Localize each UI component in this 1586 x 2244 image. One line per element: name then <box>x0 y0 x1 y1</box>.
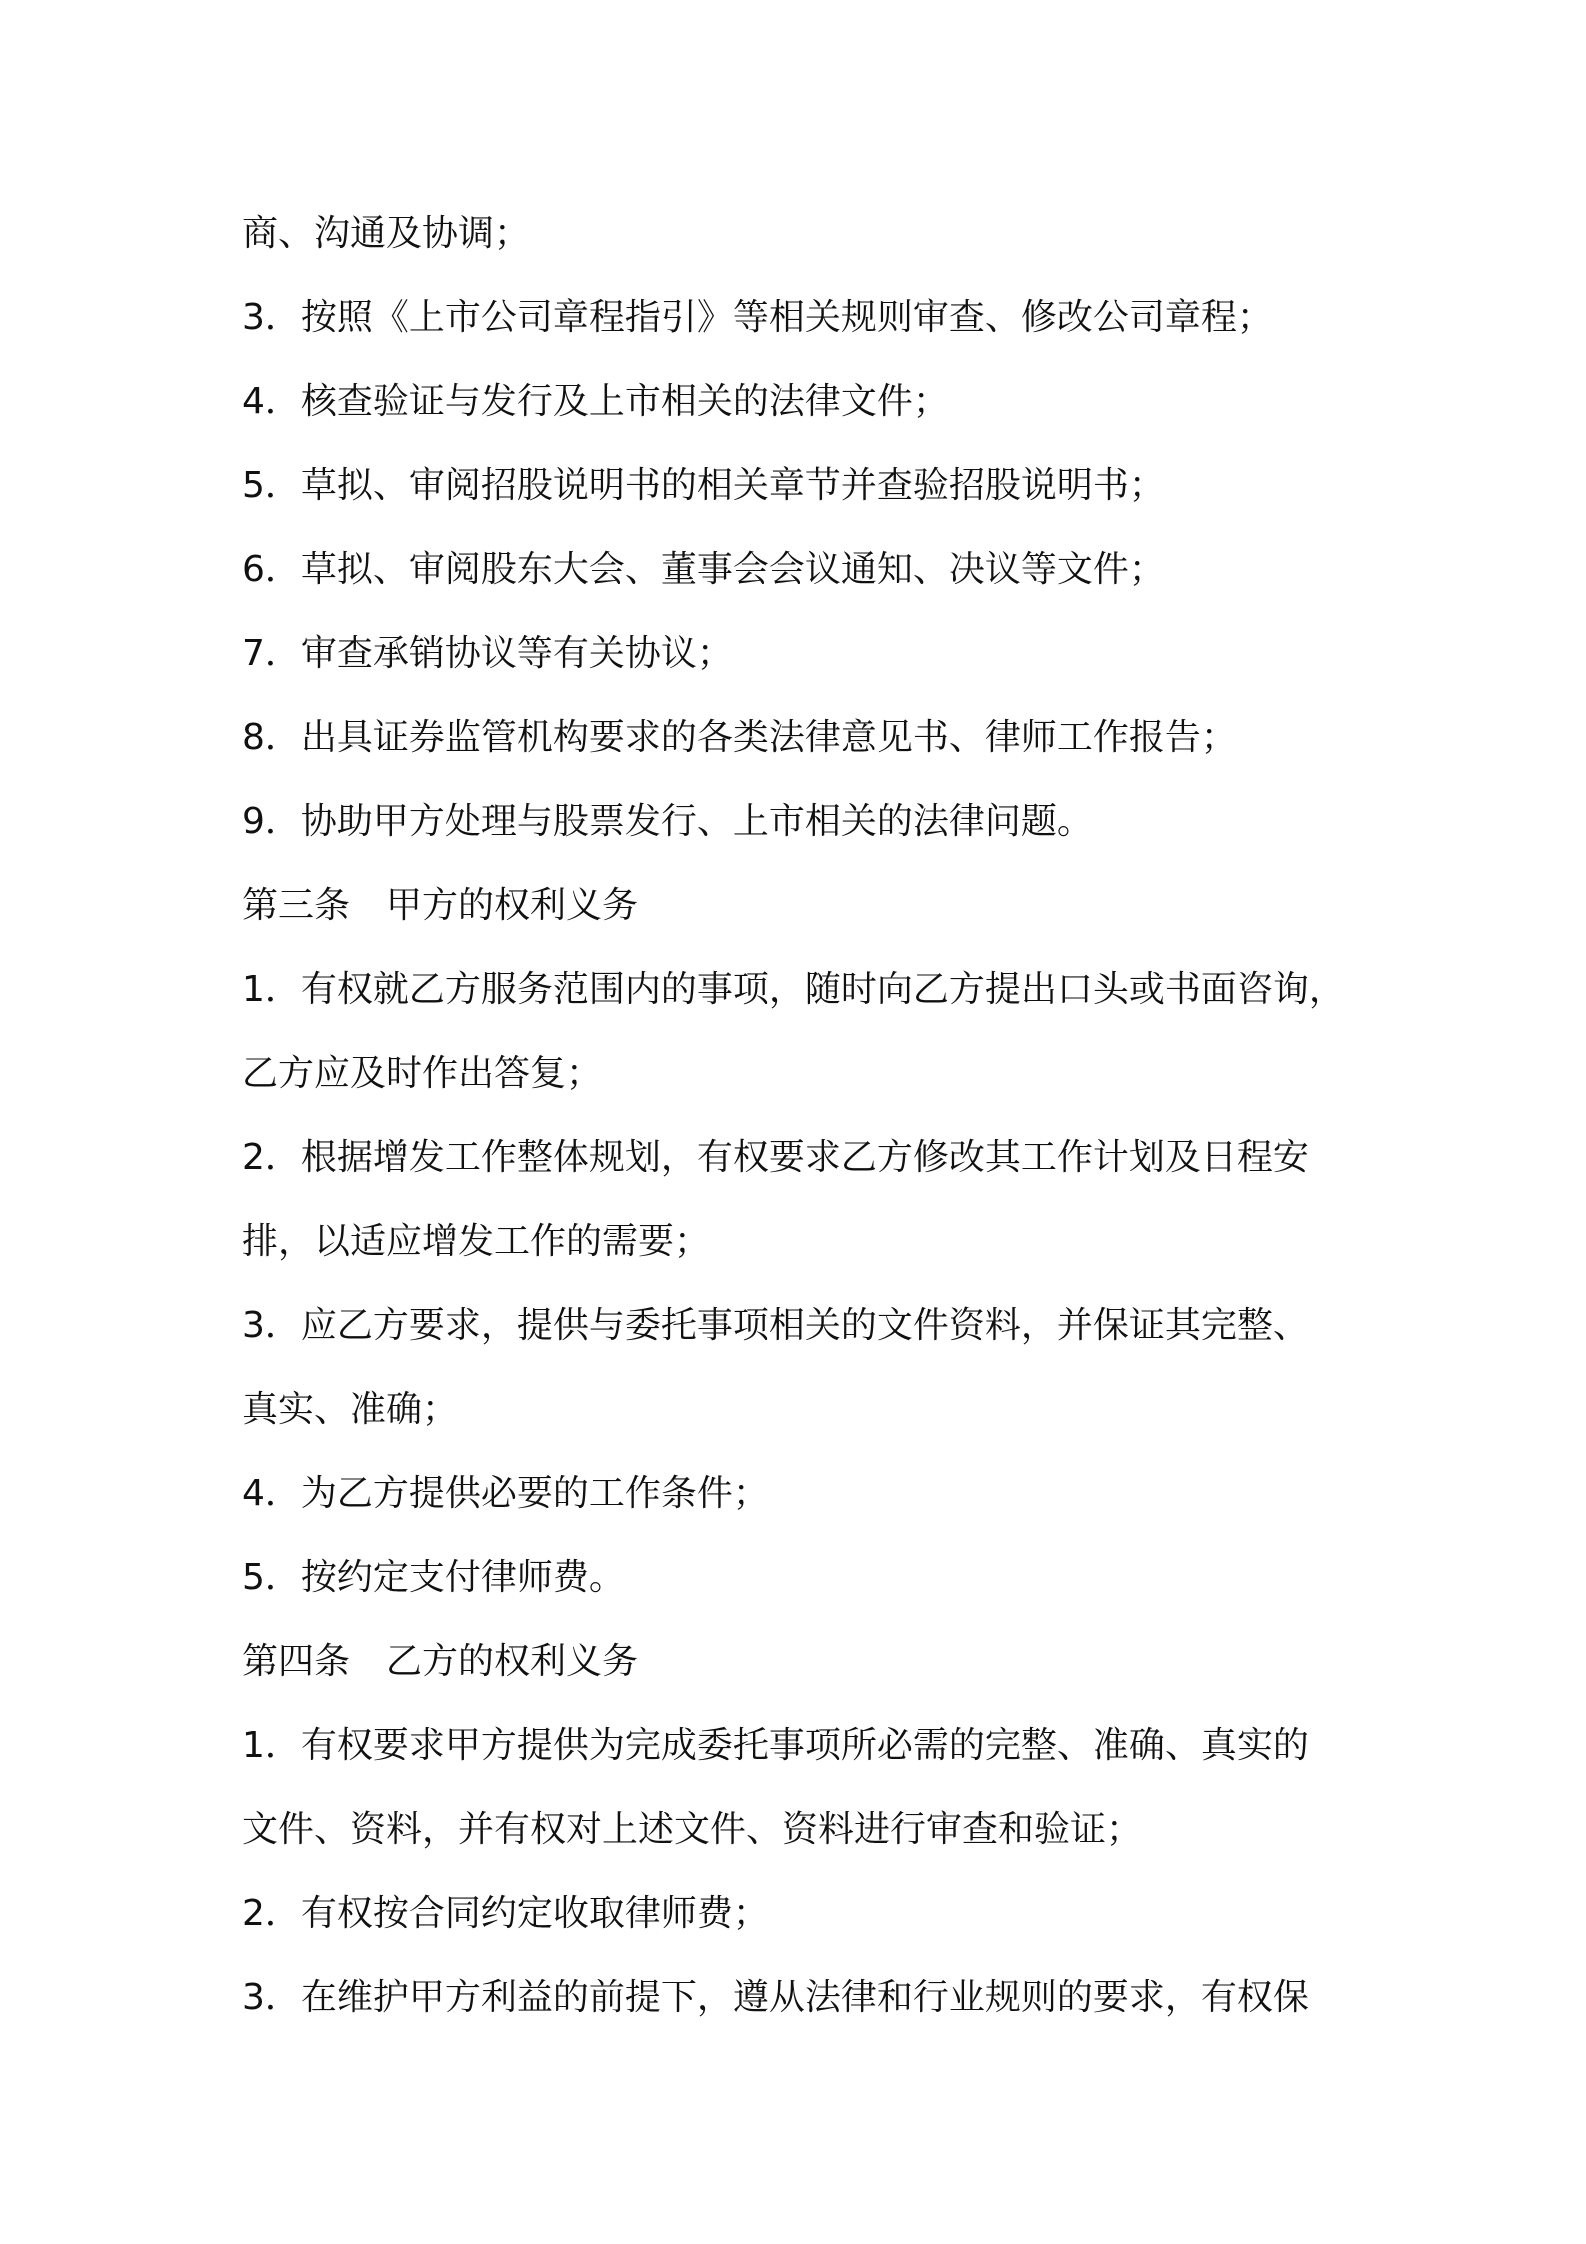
list-item: 3．按照《上市公司章程指引》等相关规则审查、修改公司章程； <box>242 297 1273 338</box>
document-body <box>242 192 1372 2040</box>
list-item: 8．出具证券监管机构要求的各类法律意见书、律师工作报告； <box>242 717 1237 758</box>
list-item: 5．草拟、审阅招股说明书的相关章节并查验招股说明书； <box>242 465 1165 506</box>
list-item: 1．有权就乙方服务范围内的事项，随时向乙方提出口头或书面咨询， <box>242 969 1345 1010</box>
list-item: 6．草拟、审阅股东大会、董事会会议通知、决议等文件； <box>242 549 1165 590</box>
text-line: 排，以适应增发工作的需要； <box>242 1221 711 1262</box>
section-heading: 第三条 甲方的权利义务 <box>242 885 639 926</box>
list-item: 7．审查承销协议等有关协议； <box>242 633 733 674</box>
text-line: 真实、准确； <box>242 1389 459 1430</box>
list-item: 1．有权要求甲方提供为完成委托事项所必需的完整、准确、真实的 <box>242 1725 1309 1766</box>
text-line: 商、沟通及协调； <box>242 213 531 254</box>
list-item: 2．根据增发工作整体规划，有权要求乙方修改其工作计划及日程安 <box>242 1137 1309 1178</box>
list-item: 4．为乙方提供必要的工作条件； <box>242 1473 769 1514</box>
list-item: 2．有权按合同约定收取律师费； <box>242 1893 769 1934</box>
list-item: 5．按约定支付律师费。 <box>242 1557 625 1598</box>
section-heading: 第四条 乙方的权利义务 <box>242 1641 639 1682</box>
list-item: 9．协助甲方处理与股票发行、上市相关的法律问题。 <box>242 801 1093 842</box>
list-item: 3．应乙方要求，提供与委托事项相关的文件资料，并保证其完整、 <box>242 1305 1309 1346</box>
text-line: 文件、资料，并有权对上述文件、资料进行审查和验证； <box>242 1809 1143 1850</box>
list-item: 4．核查验证与发行及上市相关的法律文件； <box>242 381 949 422</box>
text-line: 乙方应及时作出答复； <box>242 1053 603 1094</box>
list-item: 3．在维护甲方利益的前提下，遵从法律和行业规则的要求，有权保 <box>242 1977 1309 2018</box>
